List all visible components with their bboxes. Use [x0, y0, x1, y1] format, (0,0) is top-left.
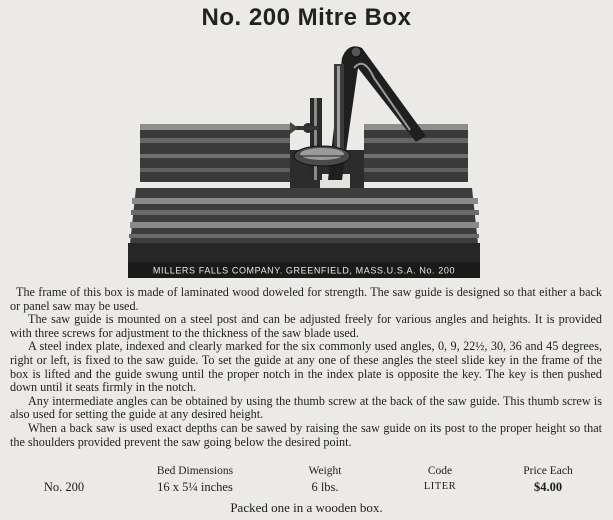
code-value: LITER: [423, 481, 457, 492]
description-paragraph: The saw guide is mounted on a steel post and can be adjusted freely for various angles and heights. It is provided with three screws for adjustment to the thickness of the saw blade used.: [10, 312, 602, 340]
description-paragraph: A steel index plate, indexed and clearly marked for the six commonly used angles, 0, 9, 22½, 30, 36 and 45 degrees, right or left, is fixed to the saw guide. To set the guide at any one of these angles the steel slide key in the frame of the box is lifted and the guide swung until the proper notch in the index plate is opposite the key. The key is then pushed down until it seats firmly in the notch.: [10, 339, 602, 395]
description-paragraph: The frame of this box is made of laminated wood doweled for strength. The saw guide is designed so that either a back or panel saw may be used.: [10, 285, 602, 313]
price-value: $4.00: [533, 480, 563, 494]
weight-header: Weight: [308, 465, 342, 477]
weight-value: 6 lbs.: [311, 480, 339, 494]
bed-dimensions-header: Bed Dimensions: [156, 465, 234, 477]
packing-note: Packed one in a wooden box.: [230, 500, 383, 515]
price-header: Price Each: [523, 465, 573, 477]
code-header: Code: [427, 465, 453, 477]
description-paragraph: Any intermediate angles can be obtained by using the thumb screw at the back of the saw guide. This thumb screw is also used for setting the guide at any desired height.: [10, 393, 602, 422]
bed-dimensions-value: 16 x 5¼ inches: [157, 480, 233, 494]
mitre-box-illustration: [128, 38, 480, 278]
bed-base: [128, 188, 480, 262]
page-title: No. 200 Mitre Box: [201, 4, 412, 31]
description-text: [10, 286, 602, 449]
back-fence-left: [140, 124, 290, 182]
index-plate: [294, 146, 350, 166]
illustration-caption: MILLERS FALLS COMPANY. GREENFIELD, MASS.U.S.A. No. 200: [152, 265, 456, 276]
model-number: No. 200: [43, 480, 85, 494]
description-paragraph: When a back saw is used exact depths can be sawed by raising the saw guide on its post to the proper height so that the shoulders provided prevent the saw going below the desired point.: [10, 420, 602, 449]
